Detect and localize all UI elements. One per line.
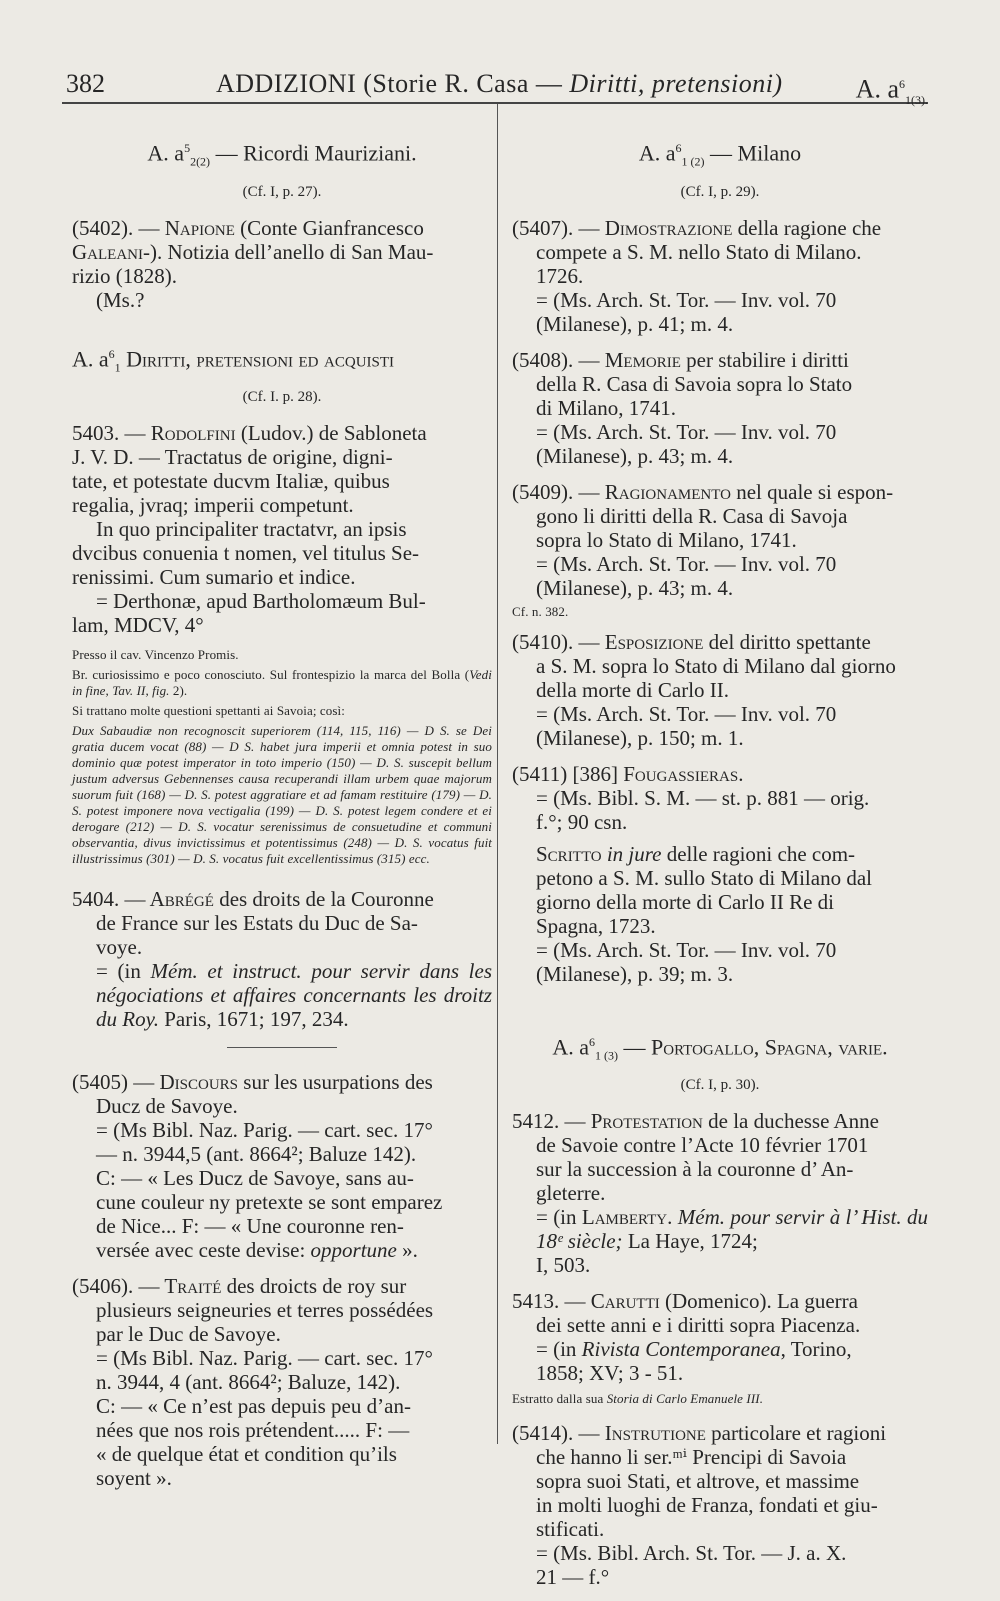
header-title: ADDIZIONI (Storie R. Casa — Diritti, pretensioni): [216, 69, 783, 98]
entry-5409: (5409). — Ragionamento nel quale si espon- gono li diritti della R. Casa di Savoja sopra lo Stato di Milano, 1741. = (Ms. Arch. St. Tor. — Inv. vol. 70 (Milanese), p. 43; m. 4.: [512, 479, 894, 600]
entry-5406: (5406). — Traité des droicts de roy sur plusieurs seigneuries et terres possédées par le Duc de Savoye. = (Ms Bibl. Naz. Parig. — cart. sec. 17° n. 3944, 4 (ant. 8664²; Baluze, 142). C: — « Ce n’est pas depuis peu d’an- nées que nos rois prétendent..... F: — « de quelque état et condition qu’ils soyent ».: [72, 1274, 434, 1491]
divider: [227, 1047, 337, 1048]
section-crossref: (Cf. I, p. 30).: [680, 1077, 760, 1094]
header-signature: A. $a^6_{1(3).}$: [855, 74, 928, 107]
section-crossref: (Cf. I, p. 27).: [242, 183, 322, 200]
note-quotes: Dux Sabaudiæ non recognoscit superiorem (114, 115, 116) — D S. se Dei gratia ducem vocat (88) — D S. habet jura imperii et omnia potest in suo dominio quæ potest imperator in toto imperio (150) — D. S. suscepit bellum justum adversus Gebennenses causa recuperandi illam urbem quae majorum suorum fuit (168) — D. S. potest aggratiare et ad famam restituire (179) — D. S. potest imponere nova vectigalia (199) — D. S. potest legem condere et ei derogare (212) — D. S. vocatur serenissimus de consuetudine et communi observantia, divus invictissimus et potentissimus (248) — D. S. vocatus fuit illustrissimus (301) — D. S. vocatus fuit excellentissimus (315) ecc.: [72, 723, 492, 867]
section-heading: A. $a^6_{1 (3)}$ — Portogallo, Spagna, varie.: [552, 1034, 888, 1063]
entry-5403: 5403. — Rodolfini (Ludov.) de Sabloneta J. V. D. — Tractatus de origine, digni- tate, et potestate ducvm Italiæ, quibus regalia, jvraq; imperii competunt. In quo principaliter tractatvr, an ipsis dvcibus conuenia t nomen, vel titulus Se- renissimi. Cum sumario et indice. = Derthonæ, apud Bartholomæum Bul- lam, MDCV, 4°: [72, 421, 427, 638]
section-heading: A. $a^5_{2(2)}$ — Ricordi Mauriziani.: [147, 140, 417, 169]
note: Presso il cav. Vincenzo Promis.: [72, 647, 239, 663]
entry-5402: (5402). — Napione (Conte Gianfrancesco Galeani-). Notizia dell’anello di San Mau- rizio (1828). (Ms.?: [72, 215, 434, 312]
note: Estratto dalla sua Storia di Carlo Emanuele III.: [512, 1391, 764, 1407]
column-divider: [497, 104, 498, 1444]
entry-5408: (5408). — Memorie per stabilire i diritti della R. Casa di Savoia sopra lo Stato di Milano, 1741. = (Ms. Arch. St. Tor. — Inv. vol. 70 (Milanese), p. 43; m. 4.: [512, 347, 853, 468]
running-header: [62, 66, 928, 107]
entry-5413: 5413. — Carutti (Domenico). La guerra dei sette anni e i diritti sopra Piacenza. = (in Rivista Contemporanea, Torino, 1858; XV; 3 - 51.: [512, 1289, 861, 1386]
entry-5405: (5405) — Discours sur les usurpations des Ducz de Savoye. = (Ms Bibl. Naz. Parig. — cart. sec. 17° — n. 3944,5 (ant. 8664²; Baluze 142). C: — « Les Ducz de Savoye, sans au- cune couleur ny pretexte se sont emparez de Nice... F: — « Une couronne ren- versée avec ceste devise: opportune ».: [72, 1070, 443, 1263]
note: Si trattano molte questioni spettanti ai Savoia; così:: [72, 703, 345, 719]
section-heading: A. $a^6_1$ Diritti, pretensioni ed acquisti: [72, 346, 395, 375]
entry-5410: (5410). — Esposizione del diritto spettante a S. M. sopra lo Stato di Milano dal giorno della morte di Carlo II. = (Ms. Arch. St. Tor. — Inv. vol. 70 (Milanese), p. 150; m. 1.: [512, 629, 896, 750]
section-crossref: (Cf. I. p. 28).: [242, 389, 322, 406]
note: Br. curiosissimo e poco conosciuto. Sul frontespizio la marca del Bolla (Vedi in fine, Tav. II, fig. 2).: [72, 667, 492, 699]
left-column: [72, 112, 492, 1502]
entry-5407: (5407). — Dimostrazione della ragione che compete a S. M. nello Stato di Milano. 1726. = (Ms. Arch. St. Tor. — Inv. vol. 70 (Milanese), p. 41; m. 4.: [512, 215, 882, 336]
entry-5412: 5412. — Protestation de la duchesse Anne de Savoie contre l’Acte 10 février 1701 sur la succession à la couronne d’ An- gleterre. = (in Lamberty. Mém. pour servir à l’ Hist. du 18ᵉ siècle; La Haye, 1724; I, 503.: [512, 1109, 929, 1278]
section-heading: A. $a^6_{1 (2)}$ — Milano: [638, 140, 802, 169]
section-crossref: (Cf. I, p. 29).: [680, 183, 760, 200]
entry-5411: (5411) [386] Fougassieras. = (Ms. Bibl. S. M. — st. p. 881 — orig. f.°; 90 csn. Scritto in jure delle ragioni che com- petono a S. M. sullo Stato di Milano dal giorno della morte di Carlo II Re di Spagna, 1723. = (Ms. Arch. St. Tor. — Inv. vol. 70 (Milanese), p. 39; m. 3.: [512, 761, 872, 986]
note: Cf. n. 382.: [512, 603, 569, 619]
entry-5414: (5414). — Instrutione particolare et ragioni che hanno li ser.ᵐⁱ Prencipi di Savoia sopra suoi Stati, et altrove, et massime in molti luoghi de Franza, fondati et giu- stificati. = (Ms. Bibl. Arch. St. Tor. — J. a. X. 21 — f.°: [512, 1421, 887, 1590]
page-number: 382: [66, 69, 105, 98]
right-column: [512, 112, 928, 1601]
entry-5404: 5404. — Abrégé des droits de la Couronne de France sur les Estats du Duc de Sa- voye. = (in Mém. et instruct. pour servir dans les négociations et affaires concernants les droitz du Roy. Paris, 1671; 197, 234.: [72, 887, 492, 1032]
